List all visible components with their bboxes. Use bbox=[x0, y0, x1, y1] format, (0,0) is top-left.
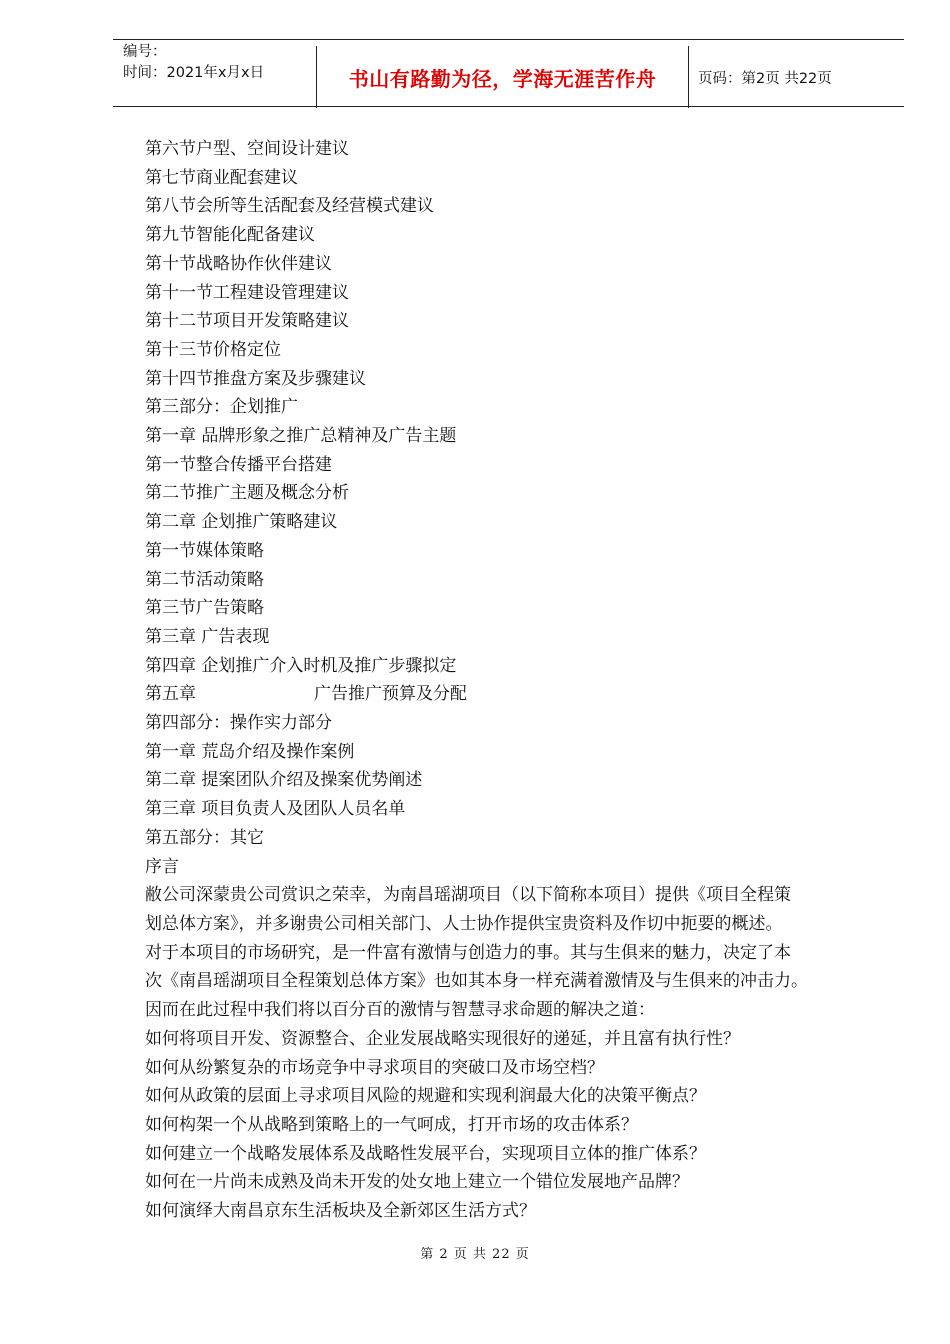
table-of-contents bbox=[145, 135, 890, 680]
toc-line: 第六节户型、空间设计建议 bbox=[145, 139, 349, 159]
header-meta bbox=[123, 42, 318, 84]
toc-line: 第十四节推盘方案及步骤建议 bbox=[145, 368, 366, 389]
preface-line: 如何建立一个战略发展体系及战略性发展平台，实现项目立体的推广体系？ bbox=[145, 1143, 706, 1164]
toc-chapter-5 bbox=[145, 680, 890, 709]
page-header bbox=[113, 39, 904, 107]
toc-line: 第七节商业配套建议 bbox=[145, 167, 298, 188]
toc-line: 第二节活动策略 bbox=[145, 569, 264, 590]
toc-line: 第三章 广告表现 bbox=[145, 626, 270, 647]
preface-line: 划总体方案》，并多谢贵公司相关部门、人士协作提供宝贵资料及作切中扼要的概述。 bbox=[145, 913, 783, 934]
toc-line: 第十三节价格定位 bbox=[145, 339, 281, 360]
preface-line: 对于本项目的市场研究，是一件富有激情与创造力的事。其与生俱来的魅力，决定了本 bbox=[145, 942, 791, 963]
chapter-5-title: 广告推广预算及分配 bbox=[314, 684, 467, 705]
toc-line: 第十一节工程建设管理建议 bbox=[145, 282, 349, 303]
time-label: 时间：2021年x月x日 bbox=[123, 65, 265, 81]
toc-line: 第三部分：企划推广 bbox=[145, 397, 298, 418]
header-motto: 书山有路勤为径，学海无涯苦作舟 bbox=[316, 46, 689, 108]
chapter-5-label: 第五章 bbox=[145, 684, 196, 705]
preface-line: 因而在此过程中我们将以百分百的激情与智慧寻求命题的解决之道： bbox=[145, 1000, 655, 1021]
preface-line: 次《南昌瑶湖项目全程策划总体方案》也如其本身一样充满着激情及与生俱来的冲击力。 bbox=[145, 971, 808, 992]
toc-line: 第三章 项目负责人及团队人员名单 bbox=[145, 799, 406, 820]
preface-line: 如何将项目开发、资源整合、企业发展战略实现很好的递延，并且富有执行性？ bbox=[145, 1028, 740, 1049]
toc-line: 第十二节项目开发策略建议 bbox=[145, 311, 349, 332]
toc-line: 第一章 品牌形象之推广总精神及广告主题 bbox=[145, 426, 457, 447]
preface-line: 如何从政策的层面上寻求项目风险的规避和实现利润最大化的决策平衡点？ bbox=[145, 1086, 706, 1107]
preface-line: 如何从纷繁复杂的市场竞争中寻求项目的突破口及市场空档？ bbox=[145, 1057, 604, 1078]
toc-line: 第八节会所等生活配套及经营模式建议 bbox=[145, 196, 434, 217]
toc-line: 第四部分：操作实力部分 bbox=[145, 713, 332, 734]
preface-line: 如何构架一个从战略到策略上的一气呵成，打开市场的攻击体系？ bbox=[145, 1114, 638, 1135]
preface-line: 如何演绎大南昌京东生活板块及全新郊区生活方式？ bbox=[145, 1201, 536, 1222]
toc-line: 第二章 企划推广策略建议 bbox=[145, 512, 338, 533]
preface-line: 如何在一片尚未成熟及尚未开发的处女地上建立一个错位发展地产品牌？ bbox=[145, 1172, 689, 1193]
toc-line: 第五部分：其它 bbox=[145, 827, 264, 848]
toc-line: 第一章 荒岛介绍及操作案例 bbox=[145, 741, 355, 762]
number-label: 编号： bbox=[123, 44, 167, 60]
toc-line: 第十节战略协作伙伴建议 bbox=[145, 253, 332, 274]
preface-text bbox=[145, 881, 890, 1225]
toc-line: 第二节推广主题及概念分析 bbox=[145, 483, 349, 504]
toc-line: 第一节媒体策略 bbox=[145, 540, 264, 561]
toc-line: 第一节整合传播平台搭建 bbox=[145, 454, 332, 475]
toc-line: 第九节智能化配备建议 bbox=[145, 225, 315, 246]
toc-line: 第三节广告策略 bbox=[145, 598, 264, 619]
toc-line: 序言 bbox=[145, 856, 179, 877]
preface-line: 敝公司深蒙贵公司赏识之荣幸，为南昌瑶湖项目（以下简称本项目）提供《项目全程策 bbox=[145, 885, 791, 906]
page-footer: 第 2 页 共 22 页 bbox=[420, 1247, 530, 1262]
toc-line: 第二章 提案团队介绍及操案优势阐述 bbox=[145, 770, 423, 791]
header-page-label: 页码：第2页 共22页 bbox=[698, 70, 832, 87]
toc-line: 第四章 企划推广介入时机及推广步骤拟定 bbox=[145, 655, 457, 676]
document-body bbox=[145, 135, 890, 1226]
table-of-contents-continued bbox=[145, 709, 890, 881]
